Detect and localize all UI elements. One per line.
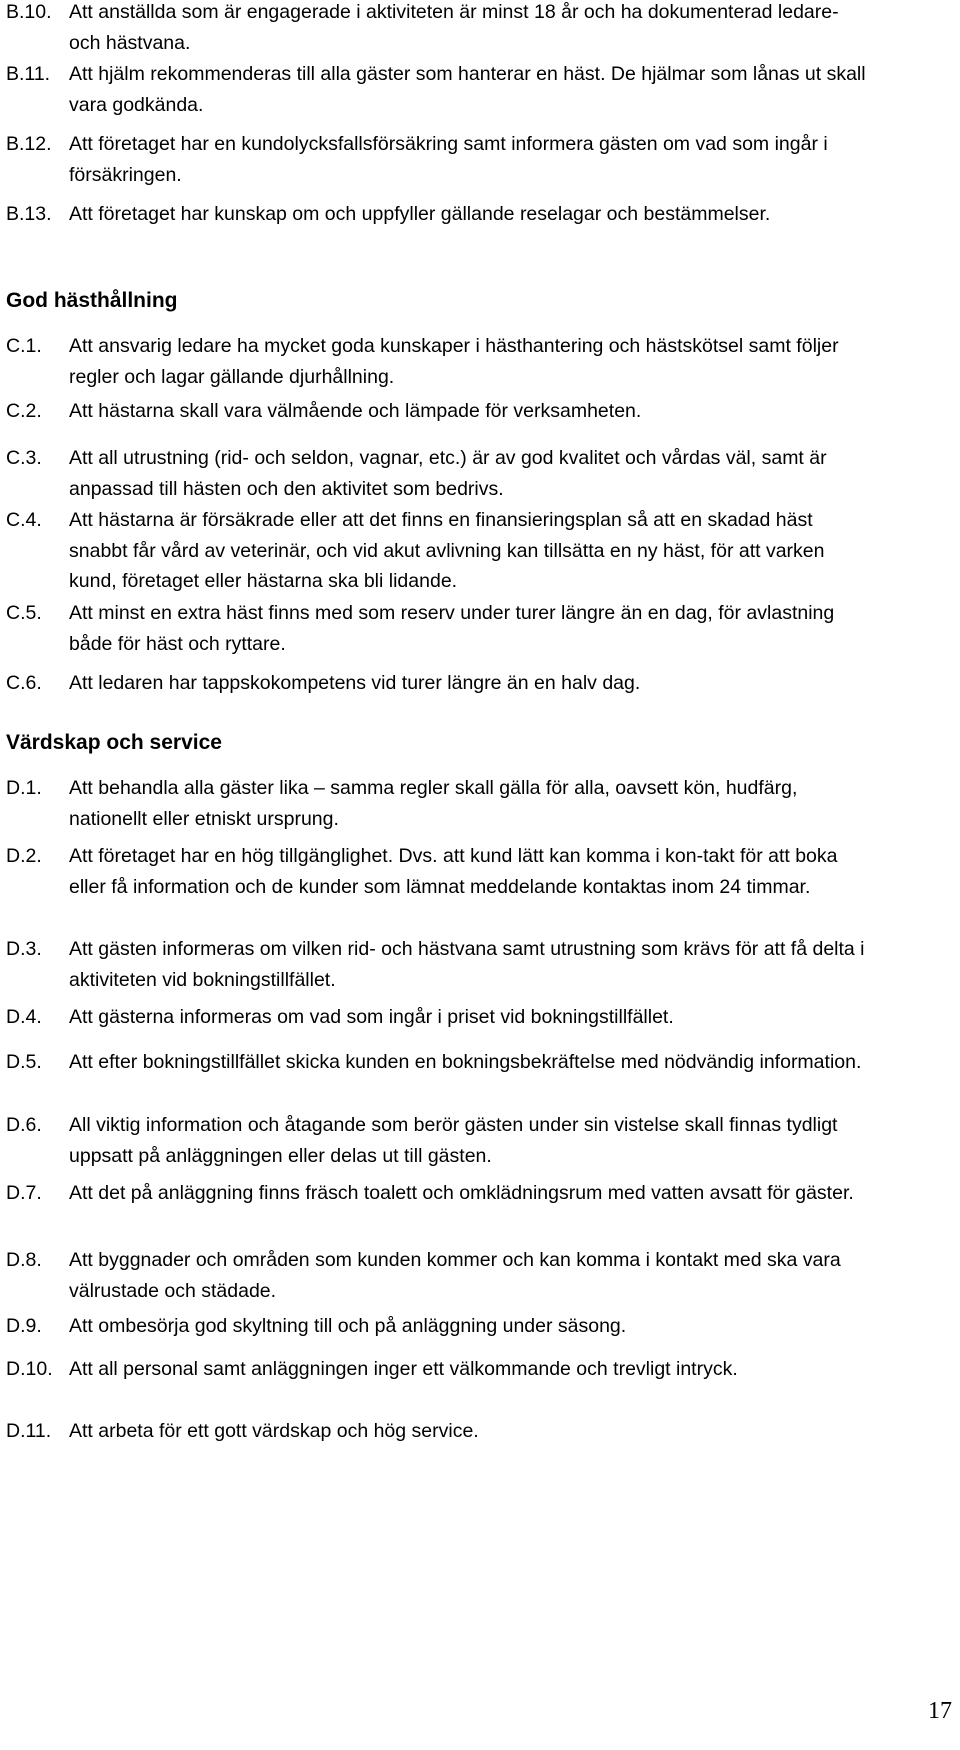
item-number: D.3.: [6, 938, 42, 960]
item-text: Att ledaren har tappskokompetens vid turer längre än en halv dag.: [69, 672, 641, 694]
item-text: Att arbeta för ett gott värdskap och hög service.: [69, 1420, 479, 1442]
item-text: Att hjälm rekommenderas till alla gäster som hanterar en häst. De hjälmar som lånas ut skall vara godkända.: [69, 63, 866, 116]
list-item: [6, 396, 926, 427]
list-item: [6, 1245, 926, 1306]
list-item: [6, 1047, 926, 1078]
list-item: [6, 773, 926, 834]
item-number: C.2.: [6, 400, 42, 422]
item-text: Att anställda som är engagerade i aktiviteten är minst 18 år och ha dokumenterad ledare- och hästvana.: [69, 1, 839, 54]
item-number: B.10.: [6, 1, 52, 23]
item-text: Att företaget har en kundolycksfallsförsäkring samt informera gästen om vad som ingår i försäkringen.: [69, 133, 828, 186]
section-heading: God hästhållning: [6, 289, 178, 312]
item-number: B.13.: [6, 203, 52, 225]
item-number: D.9.: [6, 1315, 42, 1337]
list-item: [6, 841, 926, 902]
item-text: Att gästerna informeras om vad som ingår i priset vid bokningstillfället.: [69, 1006, 674, 1028]
list-item: [6, 1311, 926, 1342]
item-text: Att företaget har kunskap om och uppfyller gällande reselagar och bestämmelser.: [69, 203, 771, 225]
item-number: C.6.: [6, 672, 42, 694]
item-text: All viktig information och åtagande som berör gästen under sin vistelse skall finnas tydligt uppsatt på anläggningen eller delas ut till gästen.: [69, 1114, 838, 1167]
item-text: Att all personal samt anläggningen inger ett välkommande och trevligt intryck.: [69, 1358, 738, 1380]
item-text: Att hästarna är försäkrade eller att det finns en finansieringsplan så att en skadad häst snabbt får vård av veterinär, och vid akut avlivning kan tillsätta en ny häst, för att varken kund, företaget eller hästarna ska bli lidande.: [69, 509, 825, 592]
item-text: Att företaget har en hög tillgänglighet. Dvs. att kund lätt kan komma i kon-takt för att boka eller få information och de kunder som lämnat meddelande kontaktas inom 24 timmar.: [69, 845, 838, 898]
item-number: C.4.: [6, 509, 42, 531]
list-item: [6, 934, 926, 995]
item-number: D.7.: [6, 1182, 42, 1204]
list-item: [6, 443, 926, 504]
page-number: 17: [928, 1698, 952, 1724]
section-heading: Värdskap och service: [6, 731, 222, 754]
item-text: Att hästarna skall vara välmående och lämpade för verksamheten.: [69, 400, 642, 422]
item-number: C.5.: [6, 602, 42, 624]
item-text: Att ansvarig ledare ha mycket goda kunskaper i hästhantering och hästskötsel samt följer regler och lagar gällande djurhållning.: [69, 335, 839, 388]
item-number: B.12.: [6, 133, 52, 155]
item-text: Att efter bokningstillfället skicka kunden en bokningsbekräftelse med nödvändig information.: [69, 1051, 862, 1073]
list-item: [6, 1002, 926, 1033]
list-item: [6, 59, 926, 120]
item-text: Att byggnader och områden som kunden kommer och kan komma i kontakt med ska vara välrustade och städade.: [69, 1249, 841, 1302]
item-text: Att all utrustning (rid- och seldon, vagnar, etc.) är av god kvalitet och vårdas väl, samt är anpassad till hästen och den aktivitet som bedrivs.: [69, 447, 827, 500]
item-number: D.6.: [6, 1114, 42, 1136]
item-text: Att minst en extra häst finns med som reserv under turer längre än en dag, för avlastning både för häst och ryttare.: [69, 602, 835, 655]
list-item: [6, 1110, 926, 1171]
list-item: [6, 1416, 926, 1447]
list-item: [6, 668, 926, 699]
list-item: [6, 1178, 926, 1209]
item-number: D.11.: [6, 1420, 52, 1442]
item-text: Att ombesörja god skyltning till och på anläggning under säsong.: [69, 1315, 627, 1337]
list-item: [6, 0, 926, 58]
item-number: D.5.: [6, 1051, 42, 1073]
item-number: C.3.: [6, 447, 42, 469]
item-text: Att det på anläggning finns fräsch toalett och omklädningsrum med vatten avsatt för gäster.: [69, 1182, 854, 1204]
list-item: [6, 1354, 926, 1385]
item-text: Att gästen informeras om vilken rid- och hästvana samt utrustning som krävs för att få delta i aktiviteten vid bokningstillfället.: [69, 938, 865, 991]
item-number: D.4.: [6, 1006, 42, 1028]
list-item: [6, 505, 926, 597]
item-number: D.1.: [6, 777, 42, 799]
item-number: C.1.: [6, 335, 42, 357]
item-number: D.2.: [6, 845, 42, 867]
list-item: [6, 598, 926, 659]
list-item: [6, 199, 926, 230]
list-item: [6, 331, 926, 392]
list-item: [6, 129, 926, 190]
item-text: Att behandla alla gäster lika – samma regler skall gälla för alla, oavsett kön, hudfärg, nationellt eller etniskt ursprung.: [69, 777, 798, 830]
item-number: B.11.: [6, 63, 51, 85]
item-number: D.8.: [6, 1249, 42, 1271]
item-number: D.10.: [6, 1358, 53, 1380]
